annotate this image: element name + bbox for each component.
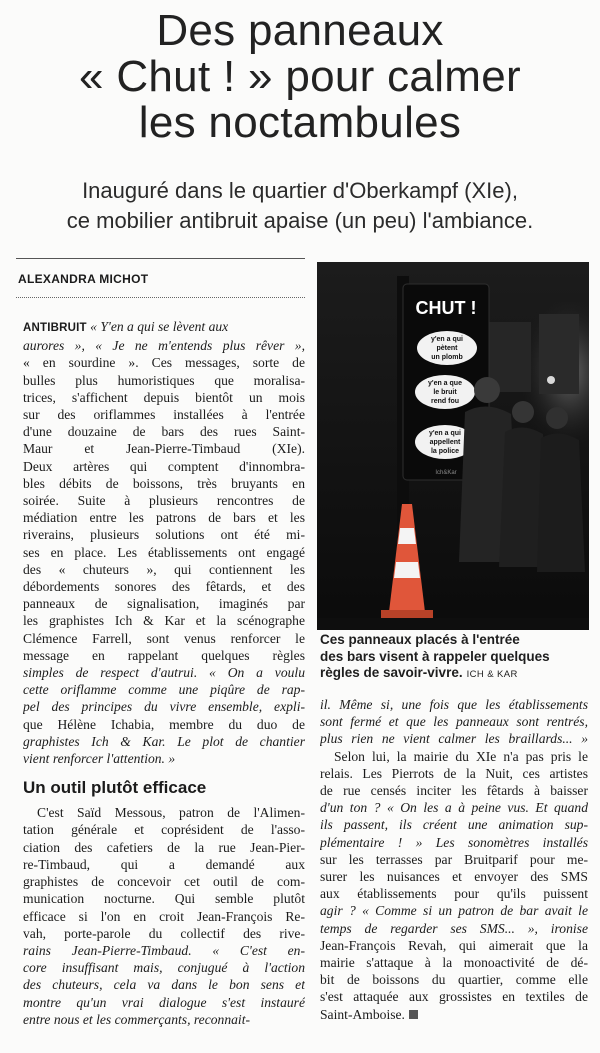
body-line — [23, 354, 305, 371]
body-line-text: il. Même si, une fois que les établissements — [320, 697, 588, 712]
photo-illustration — [317, 262, 589, 630]
body-line — [23, 647, 305, 664]
body-line — [320, 920, 588, 937]
body-line — [23, 856, 305, 873]
body-line — [23, 1011, 305, 1028]
body-line-text: Clémence Farrell, sont venus renforcer le — [23, 630, 305, 646]
body-line-text: les graphistes Ich & Kar et la scénographe — [23, 613, 305, 629]
body-line-text: soirée. Suite à plusieurs rencontres de — [23, 493, 305, 509]
body-line-text: message en rappelant quelques règles — [23, 647, 305, 663]
body-line — [23, 389, 305, 406]
body-line — [23, 561, 305, 578]
street-ground — [317, 618, 589, 630]
body-line-text: d'un ton ? « On les a à peine vus. Et quand — [320, 800, 588, 816]
speech-bubble — [417, 331, 477, 365]
body-line-text: temps de regarder ses SMS... », ironise — [320, 920, 588, 936]
caption-line-text: règles de savoir-vivre. — [320, 665, 463, 680]
body-line — [320, 1006, 588, 1023]
headline-line-2: « Chut ! » pour calmer — [79, 52, 521, 101]
bubble-text: y'en a qui — [428, 430, 462, 437]
paragraph-1 — [23, 337, 305, 767]
byline-rule — [16, 297, 305, 298]
body-line-text: des « chuteurs », qui contiennent les — [23, 561, 305, 577]
bubble-text: appellent — [429, 439, 461, 446]
paragraph-2 — [23, 804, 305, 1028]
body-line — [23, 750, 305, 767]
body-line-text: plémentaire ! » Les sonomètres installés — [320, 834, 588, 850]
body-line — [23, 406, 305, 423]
body-line — [23, 423, 305, 440]
body-line-text: trices, s'affichent depuis bientôt un mois — [23, 389, 305, 405]
body-line-text: rains Jean-Pierre-Timbaud. « C'est en- — [23, 942, 305, 958]
caption-line — [320, 665, 588, 684]
body-line — [23, 664, 305, 681]
body-line-text: cette oriflamme comme une piqûre de rap- — [23, 682, 305, 698]
body-line-text: Deux artères qui comptent d'innombra- — [23, 458, 305, 474]
body-line — [320, 748, 588, 765]
body-line-text: pel des principes du vivre ensemble, expli- — [23, 699, 305, 715]
body-line — [23, 873, 305, 890]
photo-credit: ICH & KAR — [466, 669, 518, 680]
body-line-text: « en sourdine ». Ces messages, sorte de — [23, 355, 305, 371]
body-line-text: vient renforcer l'attention. » — [23, 751, 176, 767]
body-line — [23, 492, 305, 509]
bubble-text: rend fou — [431, 398, 459, 405]
caption-line: Ces panneaux placés à l'entrée — [320, 632, 520, 647]
body-line — [23, 509, 305, 526]
body-line-text: relais. Les Pierrots de la Nuit, ces artistes — [320, 765, 588, 781]
body-line — [23, 595, 305, 612]
bubble-text: un plomb — [431, 354, 463, 361]
body-line-text: re-Timbaud, qui a demandé aux — [23, 856, 305, 872]
body-line — [320, 765, 588, 782]
banner-title: CHUT ! — [415, 298, 477, 318]
body-line — [320, 988, 588, 1005]
kicker: ANTIBRUIT — [23, 322, 87, 334]
body-line-text: mairie s'attaque à la monoactivité de dé- — [320, 955, 588, 971]
body-line — [320, 713, 588, 730]
body-line — [320, 816, 588, 833]
body-line — [23, 839, 305, 856]
body-line — [320, 885, 588, 902]
bubble-text: pètent — [436, 345, 458, 352]
bubble-text: le bruit — [433, 389, 457, 396]
deck — [10, 176, 590, 236]
column-right — [320, 696, 588, 1023]
body-line — [23, 698, 305, 715]
body-line — [23, 630, 305, 647]
subhead: Un outil plutôt efficace — [23, 778, 207, 798]
body-line-text: surer les nuisances et envoyer des SMS — [320, 869, 588, 885]
byline: ALEXANDRA MICHOT — [18, 272, 149, 286]
end-of-article-mark — [409, 1010, 418, 1019]
headline — [10, 8, 590, 146]
body-line-text: aurores », « Je ne m'entends plus rêver », — [23, 338, 305, 354]
body-line — [23, 976, 305, 993]
body-line — [23, 544, 305, 561]
body-line-text: Saint-Amboise. — [320, 1006, 405, 1022]
body-line-text: plus rien ne vient calmer les braillards... » — [320, 731, 588, 747]
body-line-text: aux établissements pour qu'ils puissent — [320, 886, 588, 902]
caption-line: des bars visent à rappeler quelques — [320, 648, 550, 664]
body-line — [320, 868, 588, 885]
body-line-text: sont fermé et que les panneaux sont rentrés, — [320, 714, 588, 730]
body-line-text: montre qu'un vrai dialogue s'est instauré — [23, 994, 305, 1010]
body-line — [23, 821, 305, 838]
body-line-text: munication nocturne. Qui semble plutôt — [23, 891, 305, 907]
body-line — [320, 937, 588, 954]
body-line — [23, 458, 305, 475]
deck-line-2: ce mobilier antibruit apaise (un peu) l'ambiance. — [66, 208, 534, 233]
body-line-text: débordements sonores des fêtards, et des — [23, 579, 305, 595]
body-line-text: graphistes de concevoir cet outil de com- — [23, 874, 305, 890]
banner-footer: Ich&Kar — [435, 470, 457, 476]
body-line-text: C'est Saïd Messous, patron de l'Alimen- — [37, 805, 305, 821]
bubble-text: y'en a que — [428, 380, 462, 387]
body-line-text: bles débits de boissons, très bruyants en — [23, 475, 305, 491]
bubble-text: la police — [430, 448, 460, 455]
photo — [317, 262, 589, 630]
body-line-text: Selon lui, la mairie du XIe n'a pas pris le — [334, 748, 588, 764]
body-line — [23, 526, 305, 543]
body-line-text: des chuteurs, cela va dans le bon sens et — [23, 977, 305, 993]
building-window — [539, 314, 579, 394]
body-line — [23, 318, 305, 337]
body-line-text: bulles plus humoristiques que moralisa- — [23, 372, 305, 388]
body-line-text: efficace si l'on en croit Jean-François Re- — [23, 908, 305, 924]
body-line-text: entre nous et les commerçants, reconnait- — [23, 1011, 251, 1027]
body-line — [320, 696, 588, 713]
body-line-text: Maur et Jean-Pierre-Timbaud (XIe). — [23, 441, 305, 457]
body-line — [23, 681, 305, 698]
body-line-text: panneaux de signalisation, imaginés par — [23, 596, 305, 612]
speech-bubble — [415, 375, 475, 409]
body-line-text: tation générale et coprésident de l'asso- — [23, 822, 305, 838]
body-line — [320, 834, 588, 851]
body-line-text: ils passent, ils créent une animation sup- — [320, 817, 588, 833]
body-line-text: « Y'en a qui se lèvent aux — [86, 319, 229, 334]
body-line-text: riverains, plusieurs solutions ont été mi- — [23, 527, 305, 543]
body-line — [320, 902, 588, 919]
bubble-text: y'en a qui — [430, 336, 464, 343]
body-line-text: graphistes Ich & Kar. Le plot de chantier — [23, 733, 305, 749]
body-line — [320, 954, 588, 971]
body-line-text: sur les terrasses par Bruitparif pour me- — [320, 851, 588, 867]
body-line-text: médiation entre les patrons de bars et les — [23, 510, 305, 526]
body-line-text: de rue censés inciter les fêtards à baisser — [320, 783, 588, 799]
body-line — [23, 925, 305, 942]
body-line — [23, 475, 305, 492]
body-line — [320, 799, 588, 816]
body-line — [23, 733, 305, 750]
body-line — [23, 578, 305, 595]
body-line-text: simples de respect d'autrui. « On a voulu — [23, 665, 305, 681]
body-line — [23, 942, 305, 959]
body-line-text: vah, porte-parole du collectif des rive- — [23, 925, 305, 941]
street-lamp — [547, 376, 555, 384]
body-line — [23, 372, 305, 389]
headline-line-3: les noctambules — [138, 98, 462, 147]
body-line — [23, 994, 305, 1011]
body-line — [320, 730, 588, 747]
body-line — [320, 851, 588, 868]
body-line — [23, 890, 305, 907]
body-line — [23, 959, 305, 976]
body-line — [23, 908, 305, 925]
body-line-text: ses en place. Les établissements ont engagé — [23, 544, 305, 560]
body-line-text: agir ? « Comme si un patron de bar avait le — [320, 903, 588, 919]
body-line-text: que Hélène Ichabia, membre du duo de — [23, 716, 305, 732]
body-line — [320, 971, 588, 988]
body-line-text: Jean-François Revah, qui aimerait que la — [320, 937, 588, 953]
body-line-text: ciation des cafetiers de la rue Jean-Pier- — [23, 839, 305, 855]
body-line — [23, 440, 305, 457]
body-line — [23, 612, 305, 629]
headline-line-1: Des panneaux — [156, 6, 444, 55]
body-line — [23, 716, 305, 733]
photo-caption — [320, 632, 588, 684]
body-line-text: sur des oriflammes installées à l'entrée — [23, 407, 305, 423]
body-line-text: d'une douzaine de bars des rues Saint- — [23, 424, 305, 440]
body-line-text: s'est attaquée aux grossistes en textiles de — [320, 989, 588, 1005]
deck-line-1: Inauguré dans le quartier d'Oberkampf (XIe), — [82, 178, 518, 203]
body-line — [23, 337, 305, 354]
top-rule — [16, 258, 305, 259]
body-line — [23, 804, 305, 821]
body-line-text: core insuffisant mais, conjugué à l'action — [23, 960, 305, 976]
body-line — [320, 782, 588, 799]
column-left — [23, 318, 305, 1028]
body-line-text: bit de boissons du quartier, comme elle — [320, 972, 588, 988]
